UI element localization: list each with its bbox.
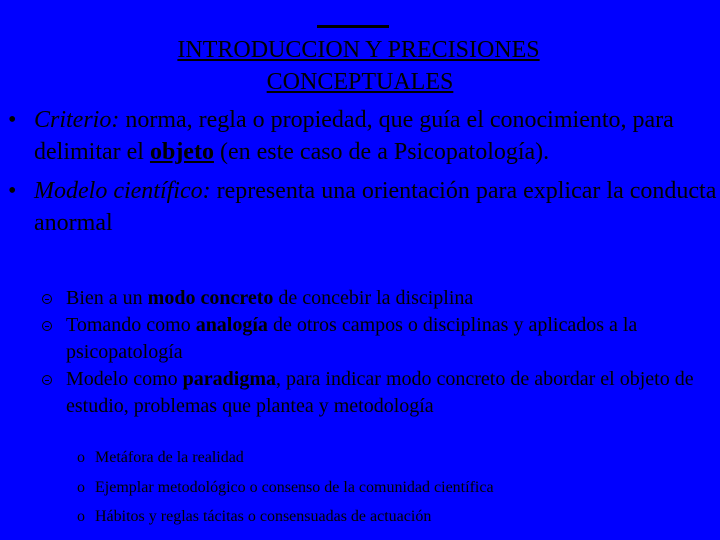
- title-line-2: CONCEPTUALES: [266, 69, 454, 95]
- circle-bar-bullet-icon: [42, 321, 52, 331]
- sub-bullet-list: [42, 285, 720, 420]
- list-item: [77, 443, 720, 473]
- title-accent-bar: [317, 25, 389, 28]
- list-item: [77, 502, 720, 532]
- sub-sub-bullet-list: [77, 443, 720, 532]
- bullet-dot-icon: •: [8, 178, 17, 204]
- sub-bullet-bold: analogía: [195, 314, 268, 336]
- sub-bullet-bold: paradigma: [182, 368, 276, 390]
- title-line-1: INTRODUCCION Y PRECISIONES: [177, 37, 540, 63]
- hollow-circle-bullet-icon: o: [77, 478, 85, 496]
- sub-bullet-post: , para indicar modo concreto de abordar el objeto de estudio, problemas que plantea y metodología: [66, 368, 694, 417]
- main-bullet-list: [8, 104, 720, 239]
- hollow-circle-bullet-icon: o: [77, 508, 85, 525]
- sub-bullet-item: [42, 312, 720, 366]
- criterio-text-b: (en este caso de a Psicopatología).: [213, 139, 550, 165]
- sub-bullet-pre: Modelo como: [66, 368, 183, 390]
- sub-bullet-pre: Tomando como: [66, 314, 196, 336]
- sub-bullet-post: de otros campos o disciplinas y aplicados a la psicopatología: [66, 314, 638, 363]
- list-item-text: Ejemplar metodológico o consenso de la comunidad científica: [95, 478, 494, 496]
- bullet-criterio: [8, 104, 720, 168]
- sub-bullet-post: de concebir la disciplina: [273, 287, 474, 309]
- list-item-text: Metáfora de la realidad: [95, 449, 244, 466]
- hollow-circle-bullet-icon: o: [77, 449, 85, 466]
- term-objeto: objeto: [149, 139, 214, 165]
- term-modelo-cientifico: Modelo científico:: [34, 178, 211, 204]
- list-item-text: Hábitos y reglas tácitas o consensuadas de actuación: [95, 508, 432, 525]
- sub-bullet-item: [42, 366, 720, 420]
- bullet-modelo-cientifico: [8, 175, 720, 239]
- criterio-text-a: norma, regla o propiedad, que guía el conocimiento, para delimitar el: [34, 107, 674, 165]
- sub-bullet-item: [42, 285, 720, 312]
- sub-bullet-pre: Bien a un: [66, 287, 148, 309]
- sub-bullet-bold: modo concreto: [147, 287, 274, 309]
- modelo-text: representa una orientación para explicar la conducta anormal: [34, 178, 717, 236]
- circle-bar-bullet-icon: [42, 294, 52, 304]
- list-item: [77, 473, 720, 503]
- slide-title: [0, 34, 720, 98]
- term-criterio: Criterio:: [34, 107, 120, 133]
- bullet-dot-icon: •: [8, 107, 17, 133]
- circle-bar-bullet-icon: [42, 375, 52, 385]
